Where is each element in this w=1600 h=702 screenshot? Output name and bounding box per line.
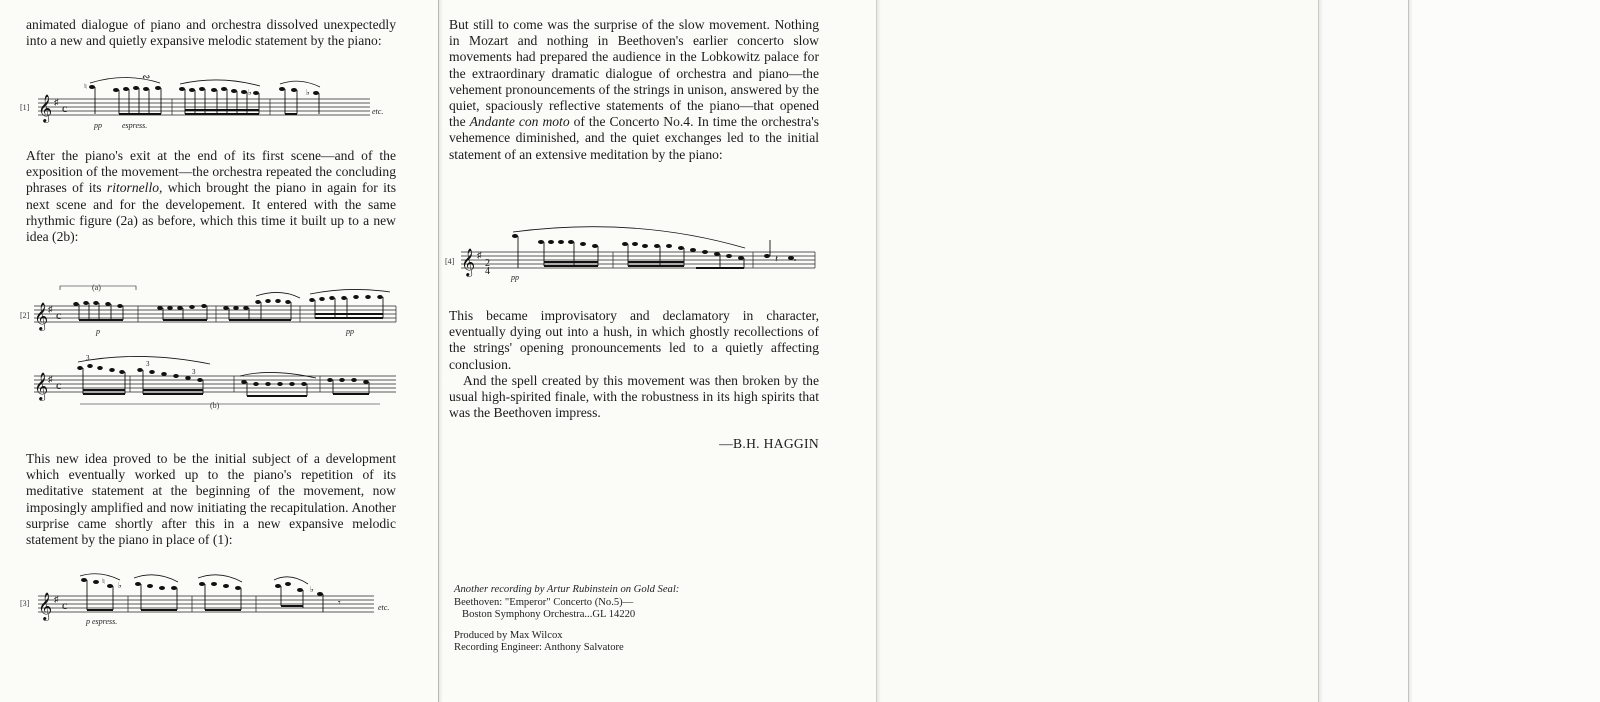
paragraph-development: This new idea proved to be the initial subject of a development which eventually worked up to the piano's repetition of its meditative statement at the beginning of the movement, now imposingly amplified and now initiating the recapitulation. Another surprise came shortly after this in a new expansive melodic statement by the piano in place of (1):	[26, 451, 396, 548]
treble-clef-icon: 𝄞	[38, 594, 53, 620]
svg-text:♭: ♭	[248, 88, 252, 97]
svg-text:3: 3	[146, 360, 150, 368]
music-example-4	[445, 222, 825, 286]
svg-text:c: c	[56, 378, 62, 392]
dynamic-marking: pp	[511, 273, 519, 282]
treble-clef-icon: 𝄞	[34, 304, 49, 330]
dynamic-marking: pp	[94, 121, 102, 130]
producer-credit: Produced by Max Wilcox	[454, 629, 563, 641]
svg-text:3: 3	[192, 368, 196, 376]
blank-panel-edge	[1408, 0, 1600, 702]
svg-text:𝄾: 𝄾	[338, 598, 341, 609]
paragraph-intro: animated dialogue of piano and orchestra dissolved unexpectedly into a new and quietly expansive melodic statement by the piano:	[26, 17, 396, 49]
svg-text:𝄽: 𝄽	[775, 254, 779, 265]
author-signature: —B.H. HAGGIN	[719, 436, 819, 451]
music-example-1	[20, 74, 390, 130]
example-label: [1]	[20, 103, 30, 112]
svg-text:♭: ♭	[310, 585, 314, 594]
recording-line: Beethoven: "Emperor" Concerto (No.5)—	[454, 596, 634, 608]
credits-block	[454, 584, 834, 655]
dynamic-marking: p	[96, 327, 100, 336]
etc-marking: etc.	[372, 107, 384, 116]
svg-text:c: c	[62, 101, 68, 115]
svg-text:∾: ∾	[142, 72, 151, 83]
paragraph-slow-movement: But still to come was the surprise of the slow movement. Nothing in Mozart and nothing in Beethoven's earlier concerto slow movements had prepared the audience in the Lobkowitz palace for the extraordinary dramatic dialogue of orchestra and piano—the vehement pronouncements of the strings in unison, answered by the quiet, spaciously reflective statements of the piano—that opened the Andante con moto of the Concerto No.4. In time the orchestra's vehemence diminished, and the quiet exchanges led to the initial statement of an extensive meditation by the piano:	[449, 17, 819, 162]
svg-text:♯: ♯	[54, 97, 59, 107]
dynamic-marking: pp	[346, 327, 354, 336]
expression-marking: espress.	[122, 121, 148, 130]
svg-text:4: 4	[485, 266, 490, 277]
treble-clef-icon: 𝄞	[461, 250, 476, 276]
svg-text:♯: ♯	[477, 250, 482, 260]
marker-b: (b)	[210, 401, 220, 410]
example-label: [2]	[20, 311, 30, 320]
paragraph-exposition: After the piano's exit at the end of its first scene—and of the exposition of the movement—the orchestra repeated the concluding phrases of its ritornello, which brought the piano in again for its next scene and for the developement. It entered with the same rhythmic figure (2a) as before, which this time it built up to a new idea (2b):	[26, 148, 396, 245]
svg-text:♭: ♭	[118, 581, 122, 590]
another-recording-heading: Another recording by Artur Rubinstein on Gold Seal:	[454, 584, 680, 595]
svg-text:♯: ♯	[54, 594, 59, 604]
engineer-credit: Recording Engineer: Anthony Salvatore	[454, 642, 624, 654]
svg-text:c: c	[56, 308, 62, 322]
svg-text:3: 3	[86, 354, 90, 362]
etc-marking: etc.	[378, 603, 390, 612]
svg-text:♮: ♮	[102, 577, 105, 586]
svg-text:♯: ♯	[48, 374, 53, 384]
treble-clef-icon: 𝄞	[38, 96, 53, 122]
blank-panel	[876, 0, 1318, 702]
paragraph-improvisatory: This became improvisatory and declamatory in character, eventually dying out into a hush, in which ghostly recollections of the strings' opening pronouncements led to a quietly affecting conclusion.	[449, 308, 819, 372]
marker-a: (a)	[92, 283, 101, 292]
svg-text:♮: ♮	[84, 82, 87, 91]
music-example-3	[20, 568, 400, 632]
left-text-panel	[0, 0, 438, 702]
svg-text:2: 2	[485, 258, 490, 269]
music-example-2	[20, 284, 400, 424]
example-label: [4]	[445, 257, 455, 266]
dynamic-marking: p espress.	[86, 617, 118, 626]
example-label: [3]	[20, 599, 30, 608]
treble-clef-icon: 𝄞	[34, 374, 49, 400]
svg-text:♯: ♯	[48, 304, 53, 314]
svg-text:c: c	[62, 598, 68, 612]
svg-text:♭: ♭	[306, 88, 310, 97]
blank-panel-narrow	[1318, 0, 1408, 702]
recording-line: Boston Symphony Orchestra...GL 14220	[462, 609, 636, 621]
paragraph-finale: And the spell created by this movement was then broken by the usual high-spirited finale, with the robustness in its high spirits that was the Beethoven impress.	[449, 373, 819, 421]
